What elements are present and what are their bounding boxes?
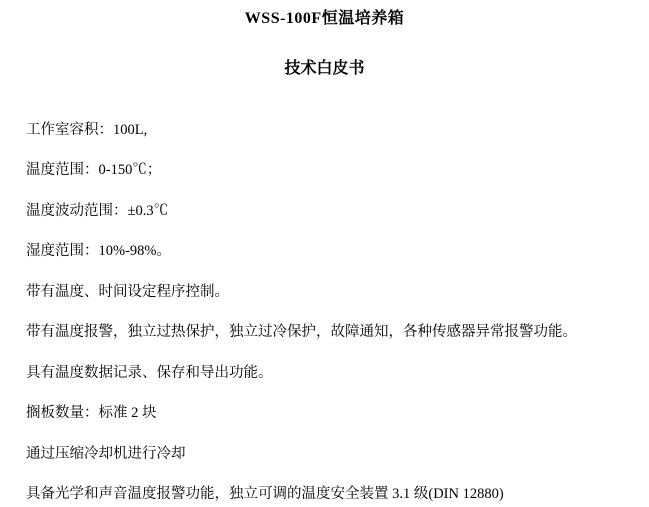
body-line: 搁板数量：标准 2 块 — [26, 405, 157, 421]
body-line: 工作室容积：100L, — [26, 121, 148, 138]
body-line: 具备光学和声音温度报警功能，独立可调的温度安全装置 3.1 级(DIN 12880) — [26, 486, 504, 502]
document-title: WSS-100F恒温培养箱 — [244, 10, 405, 27]
body-line: 湿度范围：10%-98%。 — [26, 243, 171, 259]
body-line: 温度波动范围：±0.3℃ — [26, 202, 169, 219]
body-line: 具有温度数据记录、保存和导出功能。 — [26, 364, 273, 381]
body-line: 带有温度、时间设定程序控制。 — [26, 283, 229, 300]
body-line: 温度范围：0-150℃； — [26, 162, 162, 178]
document-subtitle: 技术白皮书 — [284, 60, 365, 77]
body-line: 通过压缩冷却机进行冷却 — [26, 445, 186, 462]
body-line: 带有温度报警，独立过热保护，独立过冷保护，故障通知，各种传感器异常报警功能。 — [26, 324, 577, 340]
document-body — [0, 80, 649, 507]
